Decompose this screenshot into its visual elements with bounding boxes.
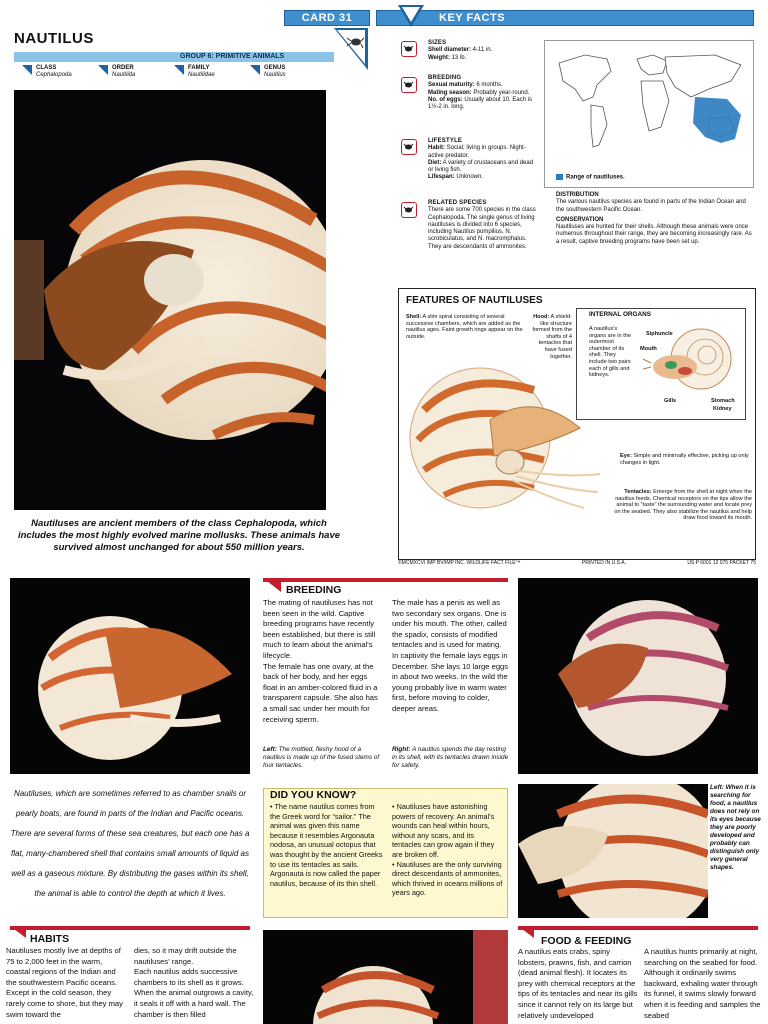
breeding-caption-left: Left: The mottled, fleshy hood of a nautilus is made up of the fused stems of four tentacles. bbox=[263, 746, 380, 769]
features-title: FEATURES OF NAUTILUSES bbox=[406, 295, 543, 306]
internal-organs-title: INTERNAL ORGANS bbox=[589, 311, 652, 318]
key-fact-icon bbox=[401, 139, 417, 155]
habits-col-1: Nautiluses mostly live at depths of 75 to 2,000 feet in the warm, coastal regions of the Indian and the southwestern Pacific oceans. Except in the cold season, they rarely come to shore, but they may swim toward the bbox=[6, 946, 123, 1019]
key-fact-breeding: BREEDING Sexual maturity: 6 months. Mating season: Probably year-round. No. of eggs: Usually about 10. Each is 1½-2 in. long. bbox=[428, 75, 533, 111]
did-you-know-col-2: • Nautiluses have astonishing powers of recovery. An animal's wounds can heal within hours, without any scars, and its tentacles can grow again if they are broken off. • Nautiluses are the only surviving direct descendants of ammonites, which thrived in oceans millions of years ago. bbox=[392, 802, 503, 898]
taxon-genus: GENUS Nautilus bbox=[264, 65, 286, 79]
breeding-photo-right bbox=[518, 578, 758, 774]
habits-col-2: dies, so it may drift outside the nautiluses' range. Each nautilus adds successive chambers to its shell as it grows. When the animal outgrows a cavity, it seals it off with a hard wall. The chamber is then filled bbox=[134, 946, 254, 1019]
section-triangle-icon bbox=[263, 578, 281, 592]
label-stomach: Stomach bbox=[711, 398, 735, 404]
key-fact-icon bbox=[401, 202, 417, 218]
key-fact-related-species: RELATED SPECIES There are some 700 species in the class Cephalopoda. The single genus of living nautiluses is divided into 6 species, including Nautilus pompilius, N. scrobiculatus, and N. macromphalus. They are descendants of ammonites. bbox=[428, 200, 536, 250]
food-col-1: A nautilus eats crabs, spiny lobsters, prawns, fish, and carrion (dead animal flesh). It locates its prey with chemical receptors at the tips of its tentacles and near its gills since it cannot rely on its large but relatively undeveloped bbox=[518, 947, 638, 1020]
did-you-know-title: DID YOU KNOW? bbox=[270, 789, 357, 801]
legend-swatch bbox=[556, 174, 563, 180]
taxon-triangle-icon bbox=[98, 65, 108, 75]
taxon-triangle-icon bbox=[174, 65, 184, 75]
card-number-tab: CARD 31 bbox=[284, 10, 370, 26]
key-fact-icon bbox=[401, 77, 417, 93]
main-nautilus-photo bbox=[14, 90, 326, 510]
distribution-block: DISTRIBUTION The various nautilus species are found in parts of the Indian Ocean and the southwestern Pacific Ocean. CONSERVATION Nautiluses are hunted for their shells. Although these animals were once numerous throughout their range, they are becoming increasingly rare. As a result, captive breeding programs have been set up. bbox=[556, 192, 752, 245]
food-bar bbox=[518, 926, 758, 930]
taxon-family: FAMILY Nautilidae bbox=[188, 65, 215, 79]
food-title: FOOD & FEEDING bbox=[541, 935, 632, 947]
crab-mini-icon bbox=[402, 203, 415, 216]
food-col-2: A nautilus hunts primarily at night, searching on the seabed for food. Although it ordinarily swims backward, exhaling water through its funnel, it swims slowly forward when it is feeding and samples the seabed bbox=[644, 947, 761, 1020]
side-photo bbox=[518, 784, 708, 918]
taxon-triangle-icon bbox=[22, 65, 32, 75]
label-siphuncle: Siphuncle bbox=[646, 331, 673, 337]
section-triangle-icon bbox=[518, 926, 534, 938]
key-facts-triangle-icon bbox=[398, 5, 424, 31]
side-caption: Left: When it is searching for food, a nautilus does not rely on its eyes because they are poorly developed and probably can distinguish only very general shapes. bbox=[710, 784, 761, 871]
did-you-know-col-1: • The name nautilus comes from the Greek word for “sailor.” The animal was given this name because it resembles Argonauta nodosa, an unusual octopus that was thought by the ancient Greeks to use its tentacles as sails. Argonauta is now called the paper nautilus, because of its thin shell. bbox=[270, 802, 383, 888]
breeding-caption-right: Right: A nautilus spends the day resting in its shell, with its tentacles drawn inside for safety. bbox=[392, 746, 509, 769]
footer bbox=[398, 560, 756, 566]
footer-copyright: ©MCMXCVI IMP BV/IMP INC. WILDLIFE FACT FILE™ bbox=[398, 560, 521, 566]
main-caption: Nautiluses are ancient members of the class Cephalopoda, which includes the most highly evolved marine mollusks. These animals have survived almost unchanged for about 550 million years. bbox=[17, 518, 341, 553]
key-facts-tab: KEY FACTS bbox=[376, 10, 754, 26]
habits-bar bbox=[10, 926, 250, 930]
group-band bbox=[14, 52, 334, 62]
section-triangle-icon bbox=[10, 926, 26, 938]
breeding-photo-left bbox=[10, 578, 250, 774]
breeding-title: BREEDING bbox=[286, 584, 342, 596]
label-gills: Gills bbox=[664, 398, 677, 404]
taxon-class: CLASS Cephalopoda bbox=[36, 65, 72, 79]
habits-title: HABITS bbox=[30, 933, 70, 945]
crab-group-icon bbox=[334, 28, 368, 70]
taxon-order: ORDER Nautilida bbox=[112, 65, 135, 79]
key-fact-icon bbox=[401, 41, 417, 57]
crab-mini-icon bbox=[402, 78, 415, 91]
footer-code: US P 6001 12 075 PACKET 75 bbox=[687, 560, 756, 566]
feature-shell: Shell: A slim spiral consisting of several successive chambers, which are added as the nautilus ages. Faint growth rings appear on the outside. bbox=[406, 314, 523, 340]
key-fact-lifestyle: LIFESTYLE Habit: Social; living in groups. Night-active predator. Diet: A variety of crustaceans and dead or living fish. Lifespan: Unknown. bbox=[428, 138, 534, 181]
breeding-col-1: The mating of nautiluses has not been seen in the wild. Captive breeding programs have recently been established, but there is still much to learn about the animal's lifecycle. The female has one ovary, at the back of her body, and her eggs float in an amber-colored fluid in a transparent capsule. She also has a small sac under her mouth for receiving sperm. bbox=[263, 598, 378, 724]
label-kidney: Kidney bbox=[713, 406, 732, 412]
breeding-bar bbox=[263, 578, 508, 582]
map-legend: Range of nautiluses. bbox=[556, 174, 625, 181]
crab-mini-icon bbox=[402, 42, 415, 55]
label-mouth: Mouth bbox=[640, 346, 657, 352]
breeding-col-2: The male has a penis as well as two secondary sex organs. One is under his mouth. The other, called the spadix, consists of modified tentacles and is used for mating. In captivity the female lays eggs in December. She lays 10 large eggs in about two weeks. In the wild the young probably live in warm water first, before moving to colder, deeper areas. bbox=[392, 598, 509, 713]
feature-eye: Eye: Simple and minimally effective, picking up only changes in light. bbox=[620, 453, 749, 466]
footer-printed: PRINTED IN U.S.A. bbox=[581, 560, 627, 566]
page-title: NAUTILUS bbox=[14, 30, 94, 47]
taxon-triangle-icon bbox=[250, 65, 260, 75]
crab-mini-icon bbox=[402, 140, 415, 153]
nautilus-illustration bbox=[404, 350, 604, 520]
group-label: GROUP 6: PRIMITIVE ANIMALS bbox=[180, 53, 285, 60]
feature-hood: Hood: A shield-like structure formed from the shafts of 4 tentacles that have fused together. bbox=[532, 314, 572, 360]
key-fact-sizes: SIZES Shell diameter: 4-11 in. Weight: 13 lb. bbox=[428, 40, 493, 61]
bottom-photo bbox=[263, 930, 508, 1024]
internal-organs-text: A nautilus's organs are in the outermost chamber of its shell. They include two pairs each of gills and kidneys. bbox=[589, 326, 631, 379]
range-map bbox=[544, 40, 754, 188]
feature-tentacles: Tentacles: Emerge from the shell at night when the nautilus feeds. Chemical receptors on the tips allow the animal to “taste” the surrounding water and locate prey on the seabed. They also stabilize the nautilus and help draw food toward its mouth. bbox=[614, 489, 752, 522]
intro-text: Nautiluses, which are sometimes referred to as chamber snails or pearly boats, are found in parts of the Indian and Pacific oceans. There are several forms of these sea creatures, but each one has a flat, many-chambered shell that contains small amounts of liquid as well as a gaseous mixture. By distributing the gases within its shell, the animal is able to control the depth at which it lives. bbox=[10, 789, 250, 898]
